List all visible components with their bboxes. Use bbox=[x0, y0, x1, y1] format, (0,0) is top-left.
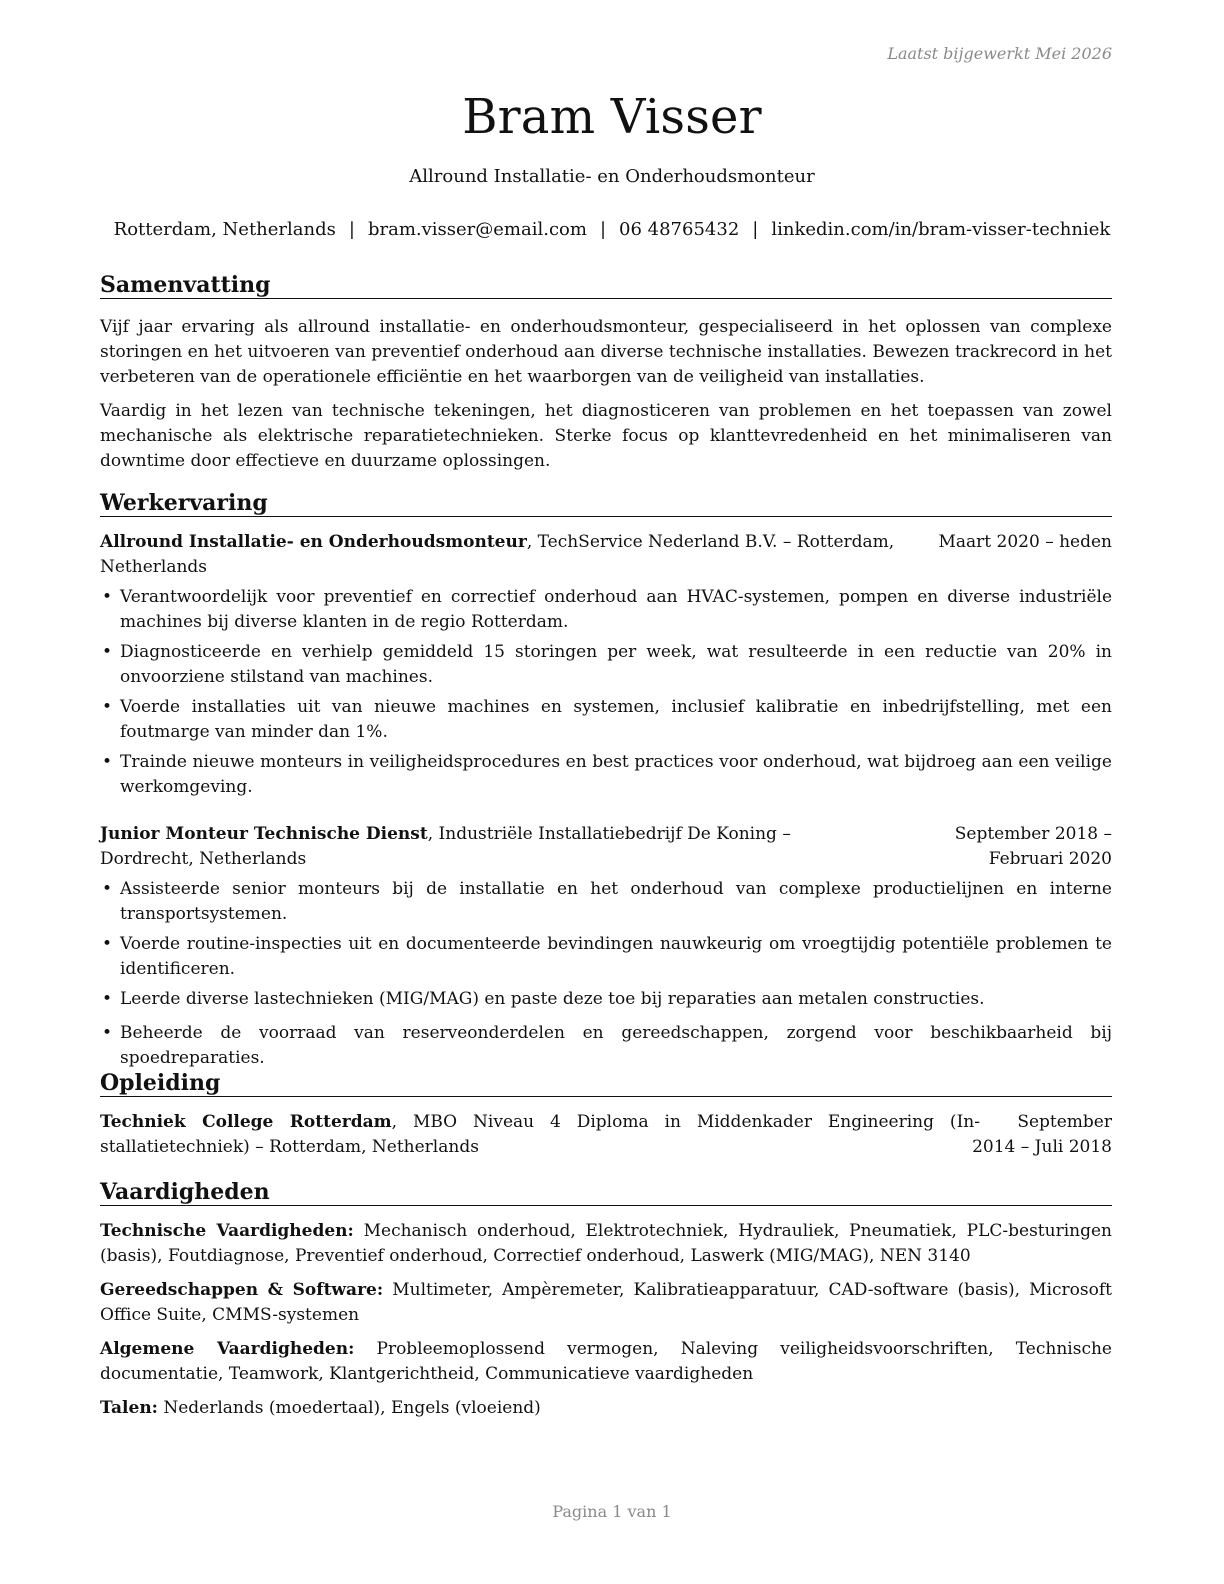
job-date: September 2018 – Februari 2020 bbox=[954, 824, 1112, 869]
education-detail: , MBO Niveau 4 Diploma in Middenkader Engineering (Installatietechniek) – Rotterdam, Netherlands bbox=[100, 1112, 980, 1157]
contact-linkedin[interactable]: linkedin.com/in/bram-visser-techniek bbox=[771, 219, 1111, 240]
summary-paragraph: Vaardig in het lezen van technische tekeningen, het diagnosticeren van problemen en het toepassen van zowel mechanische als elektrische reparatietechnieken. Sterke focus op klanttevredenheid en het minimaliseren van downtime door effectieve en duurzame oplossingen. bbox=[100, 401, 1112, 471]
skill-label: Talen: bbox=[100, 1398, 158, 1418]
list-item: • Voerde routine-inspecties uit en documenteerde bevindingen nauwkeurig om vroegtijdig potentiële problemen te identificeren. bbox=[100, 932, 1112, 982]
list-item: • Diagnosticeerde en verhielp gemiddeld 15 storingen per week, wat resulteerde in een reductie van 20% in onvoorziene stilstand van machines. bbox=[100, 640, 1112, 690]
education-section bbox=[100, 1070, 1112, 1160]
job-role: Allround Installatie- en Onderhoudsmonteur bbox=[100, 532, 527, 552]
job-bullets bbox=[100, 585, 1112, 800]
section-title-summary: Samenvatting bbox=[100, 272, 1112, 299]
job-date: Maart 2020 – heden bbox=[938, 532, 1112, 552]
job-company: , Industriële Installatiebedrijf De Koning – Dordrecht, Netherlands bbox=[100, 824, 791, 869]
job-header bbox=[100, 530, 1112, 580]
job-bullets bbox=[100, 877, 1112, 1071]
school-name: Techniek College Rotterdam bbox=[100, 1112, 392, 1132]
job-title: Allround Installatie- en Onderhoudsmonteur bbox=[409, 166, 815, 187]
skill-line bbox=[100, 1219, 1112, 1269]
summary-section bbox=[100, 272, 1112, 474]
skills-section bbox=[100, 1179, 1112, 1421]
contact-line bbox=[0, 219, 1224, 240]
education-date: September 2014 – Juli 2018 bbox=[972, 1112, 1112, 1157]
skill-line bbox=[100, 1278, 1112, 1328]
last-updated: Laatst bijgewerkt Mei 2026 bbox=[887, 44, 1112, 63]
separator: | bbox=[599, 219, 607, 240]
candidate-name: Bram Visser bbox=[462, 89, 762, 145]
contact-location: Rotterdam, Netherlands bbox=[113, 219, 336, 240]
page-number: Pagina 1 van 1 bbox=[552, 1502, 672, 1521]
skill-line bbox=[100, 1337, 1112, 1387]
skill-label: Algemene Vaardigheden: bbox=[100, 1339, 355, 1359]
experience-section bbox=[100, 490, 1112, 1071]
list-item: • Beheerde de voorraad van reserveonderdelen en gereedschappen, zorgend voor beschikbaarheid bij spoedreparaties. bbox=[100, 1021, 1112, 1071]
section-title-experience: Werkervaring bbox=[100, 490, 1112, 517]
section-title-education: Opleiding bbox=[100, 1070, 1112, 1097]
job-company: , TechService Nederland B.V. – Rotterdam, Netherlands bbox=[100, 532, 895, 577]
contact-phone: 06 48765432 bbox=[619, 219, 740, 240]
summary-paragraph: Vijf jaar ervaring als allround installatie- en onderhoudsmonteur, gespecialiseerd in het oplossen van complexe storingen en het uitvoeren van preventief onderhoud aan diverse technische installaties. Bewezen trackrecord in het verbeteren van de operationele efficiëntie en het waarborgen van de veiligheid van installaties. bbox=[100, 317, 1112, 387]
skill-value: Probleemoplossend vermogen, Naleving veiligheidsvoorschriften, Technische documentatie, Teamwork, Klantgerichtheid, Communicatieve vaardigheden bbox=[100, 1339, 1112, 1384]
section-title-skills: Vaardigheden bbox=[100, 1179, 1112, 1206]
education-entry bbox=[100, 1110, 1112, 1160]
skill-value: Multimeter, Ampèremeter, Kalibratieapparatuur, CAD-software (basis), Microsoft Office Suite, CMMS-systemen bbox=[100, 1280, 1112, 1325]
list-item: • Leerde diverse lastechnieken (MIG/MAG) en paste deze toe bij reparaties aan metalen constructies. bbox=[100, 987, 1112, 1012]
separator: | bbox=[348, 219, 355, 240]
skill-value: Nederlands (moedertaal), Engels (vloeiend) bbox=[157, 1398, 541, 1418]
list-item: • Verantwoordelijk voor preventief en correctief onderhoud aan HVAC-systemen, pompen en diverse industriële machines bij diverse klanten in de regio Rotterdam. bbox=[100, 585, 1112, 635]
contact-email[interactable]: bram.visser@email.com bbox=[367, 219, 587, 240]
list-item: • Voerde installaties uit van nieuwe machines en systemen, inclusief kalibratie en inbedrijfstelling, met een foutmarge van minder dan 1%. bbox=[100, 695, 1112, 745]
job-header bbox=[100, 822, 1112, 872]
list-item: • Trainde nieuwe monteurs in veiligheidsprocedures en best practices voor onderhoud, wat bijdroeg aan een veilige werkomgeving. bbox=[100, 750, 1112, 800]
skill-label: Technische Vaardigheden: bbox=[100, 1221, 354, 1241]
job-role: Junior Monteur Technische Dienst bbox=[100, 824, 428, 844]
skill-line bbox=[100, 1396, 1112, 1421]
list-item: • Assisteerde senior monteurs bij de installatie en het onderhoud van complexe productielijnen en interne transportsystemen. bbox=[100, 877, 1112, 927]
skill-label: Gereedschappen & Software: bbox=[100, 1280, 384, 1300]
separator: | bbox=[752, 219, 759, 240]
skill-value: Mechanisch onderhoud, Elektrotechniek, Hydrauliek, Pneumatiek, PLC-besturingen (basis), Foutdiagnose, Preventief onderhoud, Correctief onderhoud, Laswerk (MIG/MAG), NEN 3140 bbox=[100, 1221, 1112, 1266]
